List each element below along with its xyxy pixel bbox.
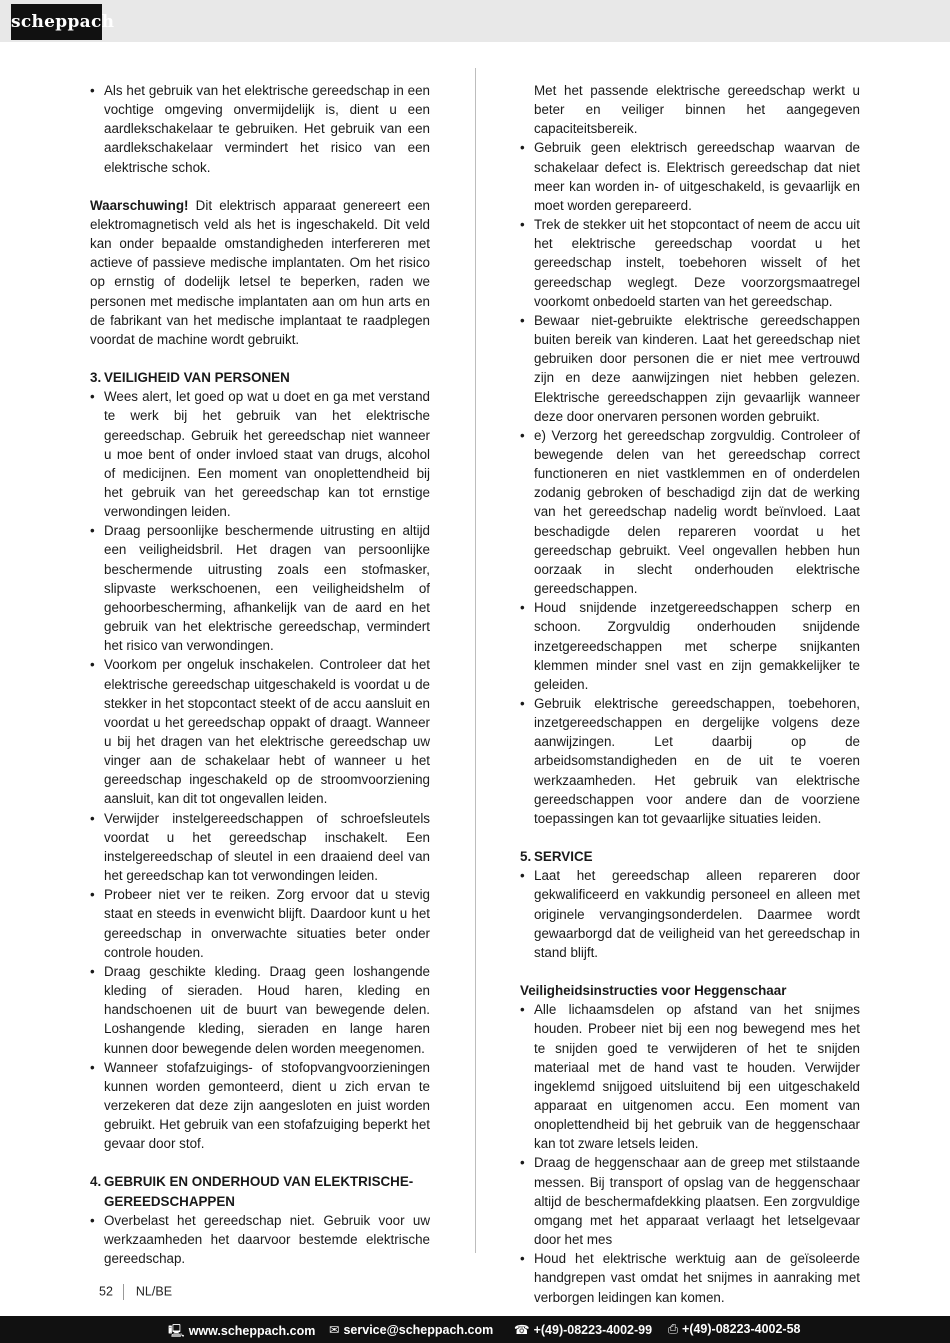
- bullet-icon: •: [520, 312, 525, 328]
- bullet-icon: •: [90, 963, 95, 979]
- bullet-icon: •: [520, 1251, 525, 1267]
- page-number: 52: [99, 1284, 113, 1299]
- phone-contact[interactable]: ☎ +(49)-08223-4002-99: [514, 1323, 653, 1337]
- section-4-list-start: [90, 1211, 430, 1268]
- computer-icon: 🖳: [168, 1324, 185, 1338]
- list-item: • Wees alert, let goed op wat u doet en ga met verstand te werk bij het gebruik van het elektrische gereedschap. Gebruik het gereedschap niet wanneer u moe bent of onder invloed staat van drugs, alcohol of medicijnen. Een moment van onoplettendheid bij het gebruik van het gereedschap kan tot ernstige verwondingen leiden.: [90, 389, 430, 520]
- bullet-icon: •: [520, 217, 525, 233]
- list-item: • e) Verzorg het gereedschap zorgvuldig. Controleer of bewegende delen van het gereedschap correct functioneren en niet vastklemmen en of onderdelen zodanig gebroken of beschadigd zijn dat de werking van het gereedschap nadelig wordt beïnvloed. Laat beschadigde delen repareren voordat u het gereedschap gebruikt. Veel ongevallen hebben hun oorzaak in slecht onderhouden elektrische gereedschappen.: [520, 427, 860, 597]
- page-footer: [99, 1284, 172, 1300]
- continued-text: Met het passende elektrische gereedschap werkt u beter en veiliger binnen het aangegeven capaciteitsbereik.: [534, 83, 860, 137]
- bullet-icon: •: [90, 887, 95, 903]
- footer-divider: [123, 1284, 124, 1300]
- bullet-icon: •: [520, 696, 525, 711]
- bullet-list: [90, 81, 430, 177]
- list-item: • Wanneer stofafzuigings- of stofopvangvoorzieningen kunnen worden gemonteerd, dient u zich ervan te verzekeren dat deze zijn aangesloten en juist worden gebruikt. Het gebruik van een stofafzuiging beperkt het gevaar door stof.: [90, 1059, 430, 1152]
- bullet-icon: •: [520, 1002, 525, 1018]
- list-item: • Houd snijdende inzetgereedschappen scherp en schoon. Zorgvuldig onderhouden snijdende inzetgereedschappen met scherpe snijkanten klemmen minder snel vast en zijn gemakkelijker te geleiden.: [520, 600, 860, 692]
- list-item: • Bewaar niet-gebruikte elektrische gereedschappen buiten bereik van kinderen. Laat het gereedschap niet gebruiken door personen die er niet mee vertrouwd zijn en deze aanwijzingen niet hebben gelezen. Elektrische gereedschappen zijn gevaarlijk wanneer deze door onervaren personen worden gebruikt.: [520, 312, 860, 424]
- fax-contact[interactable]: ⎙ +(49)-08223-4002-58: [668, 1322, 801, 1336]
- section-heading-5: 5. SERVICE: [520, 849, 593, 865]
- contact-bar: [0, 1316, 950, 1343]
- bullet-icon: •: [90, 1212, 95, 1228]
- mail-icon: ✉: [329, 1323, 340, 1337]
- list-item: • Trek de stekker uit het stopcontact of neem de accu uit het elektrische gereedschap voordat u het gereedschap instelt, toebehoren wisselt of het gereedschap weglegt. Deze voorzorgsmaatregel voorkomt onbedoeld starten van het gereedschap.: [520, 217, 860, 309]
- bullet-icon: •: [90, 810, 95, 826]
- list-item: • Draag geschikte kleding. Draag geen loshangende kleding of sieraden. Houd haren, kleding en handschoenen uit de buurt van bewegende delen. Loshangende kleding, sieraden en lange haren kunnen door bewegende delen worden meegenomen.: [90, 963, 430, 1056]
- heggenschaar-heading: Veiligheidsinstructies voor Heggenschaar: [520, 983, 787, 999]
- bullet-icon: •: [520, 600, 525, 616]
- left-column: [90, 81, 430, 1268]
- phone-icon: ☎: [514, 1323, 530, 1337]
- right-column: [520, 81, 860, 1307]
- list-item: • Draag persoonlijke beschermende uitrusting en altijd een veiligheidsbril. Het dragen van persoonlijke beschermende uitrusting zoals een stofmasker, slipvaste werkschoenen, een veiligheidshelm of gehoorbescherming, afhankelijk van de aard en het gebruik van het elektrische gereedschap, vermindert het risico van verwondingen.: [90, 523, 430, 654]
- warning-label: Waarschuwing!: [90, 197, 189, 213]
- column-divider: [475, 68, 476, 1253]
- fax-icon: ⎙: [668, 1322, 679, 1336]
- heggenschaar-list: [520, 1000, 860, 1307]
- bullet-icon: •: [520, 140, 525, 156]
- bullet-icon: •: [520, 868, 525, 884]
- header-band: [0, 0, 950, 42]
- section-heading-4: 4. GEBRUIK EN ONDERHOUD VAN ELEKTRISCHE-GEREEDSCHAPPEN: [90, 1174, 414, 1209]
- section-5-list: [520, 866, 860, 962]
- email-contact[interactable]: ✉ service@scheppach.com: [329, 1323, 494, 1337]
- list-item: • Laat het gereedschap alleen repareren door gekwalificeerd en vakkundig personeel en alleen met originele vervangingsonderdelen. Daarmee wordt gewaarborgd dat de veiligheid van het gereedschap in stand blijft.: [520, 868, 860, 960]
- bullet-icon: •: [90, 657, 95, 673]
- warning-text: Dit elektrisch apparaat genereert een elektromagnetisch veld als het is ingeschakeld. Dit veld kan onder bepaalde omstandigheden interfereren met actieve of passieve medische implantaten. Om het risico op ernstig of dodelijk letsel te beperken, raden we personen met medische implantaten aan om hun arts en de fabrikant van het medische implantaat te raadplegen voordat de machine wordt gebruikt.: [90, 197, 430, 347]
- warning-paragraph: [90, 196, 430, 349]
- list-item: • Alle lichaamsdelen op afstand van het snijmes houden. Probeer niet bij een nog bewegend mes het te snijden goed te verwijderen of het te snijden materiaal met de hand vast te houden. Verwijder ingeklemd snijgoed uitsluitend bij een uitgeschakeld apparaat en uitgenomen accu. Een moment van onoplettendheid bij het gebruik van de heggenschaar kan tot zware letsels leiden.: [520, 1002, 860, 1152]
- list-item: • Draag de heggenschaar aan de greep met stilstaande messen. Bij transport of opslag van de heggenschaar altijd de beschermafdekking plaatsen. Een zorgvuldige omgang met het apparaat verlaagt het letselgevaar door het mes: [520, 1155, 860, 1248]
- bullet-icon: •: [520, 1155, 525, 1171]
- list-item: • Voorkom per ongeluk inschakelen. Controleer dat het elektrische gereedschap uitgeschakeld is voordat u de stekker in het stopcontact steekt of de accu aansluit en voordat u het gereedschap oppakt of draagt. Wanneer u bij het dragen van het elektrische gereedschap uw vinger aan de schakelaar hebt of wanneer u het gereedschap ingeschakeld op de stroomvoorziening aansluit, kan dit tot ongevallen leiden.: [90, 657, 430, 807]
- list-item: • Houd het elektrische werktuig aan de geïsoleerde handgrepen vast omdat het snijmes in aanraking met verborgen leidingen kan komen.: [520, 1251, 860, 1305]
- section-3-list: [90, 387, 430, 1153]
- list-item: • Verwijder instelgereedschappen of schroefsleutels voordat u het gereedschap inschakelt. Een instelgereedschap of sleutel in een draaiend deel van het gereedschap kan tot verwondingen leiden.: [90, 810, 430, 884]
- bullet-icon: •: [90, 389, 95, 405]
- bullet-icon: •: [90, 523, 95, 539]
- section-heading-3: 3. VEILIGHEID VAN PERSONEN: [90, 370, 290, 386]
- list-item: • Gebruik elektrische gereedschappen, toebehoren, inzetgereedschappen en dergelijke volgens deze aanwijzingen. Let daarbij op de arbeidsomstandigheden en de uit te voeren werkzaamheden. Het gebruik van elektrische gereedschappen voor andere dan de voorziene toepassingen kan tot gevaarlijke situaties leiden.: [520, 696, 860, 826]
- list-item: • Overbelast het gereedschap niet. Gebruik voor uw werkzaamheden het daarvoor bestemde elektrische gereedschap.: [90, 1212, 430, 1267]
- bullet-icon: •: [90, 83, 95, 98]
- bullet-icon: •: [520, 427, 525, 443]
- list-item: • Als het gebruik van het elektrische gereedschap in een vochtige omgeving onvermijdelijk is, dient u een aardlekschakelaar te gebruiken. Het gebruik van een aardlekschakelaar vermindert het risico van een elektrische schok.: [90, 83, 430, 175]
- website-contact[interactable]: 🖳 www.scheppach.com: [168, 1324, 316, 1338]
- list-item: • Probeer niet ver te reiken. Zorg ervoor dat u stevig staat en steeds in evenwicht blijft. Daardoor kunt u het gereedschap in onverwachte situaties beter onder controle houden.: [90, 887, 430, 960]
- bullet-icon: •: [90, 1059, 95, 1075]
- scheppach-logo: scheppach: [11, 4, 102, 40]
- list-item: • Gebruik geen elektrisch gereedschap waarvan de schakelaar defect is. Elektrisch gereedschap dat niet meer kan worden in- of uitgeschakeld, is gevaarlijk en moet worden gerepareerd.: [520, 140, 860, 213]
- locale-label: NL/BE: [135, 1284, 173, 1299]
- section-4-list: [520, 138, 860, 828]
